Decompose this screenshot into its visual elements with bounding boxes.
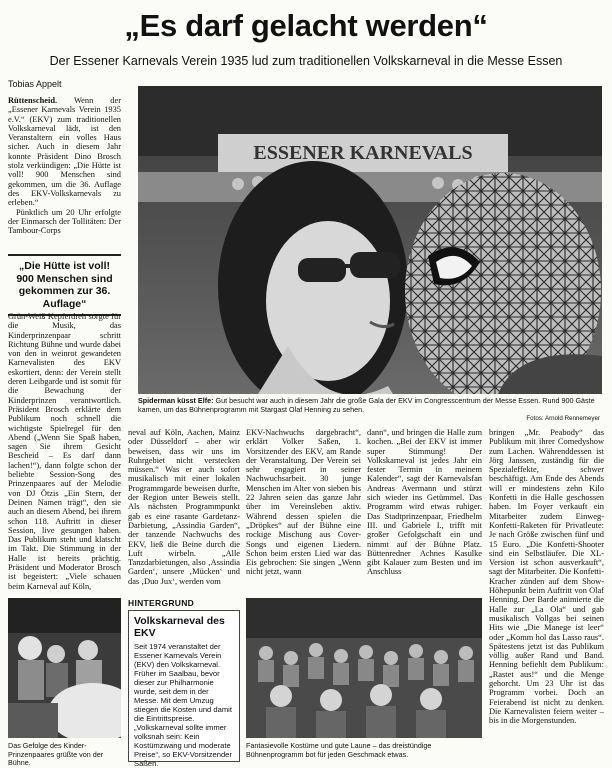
box-text: Seit 1974 veranstaltet der Essener Karnevals Verein (EKV) den Volkskarneval. Früher im Saalbau, bevor dieser zur Philharmonie wurde, seit dem in der Messe. Mit dem Umzug stiegen die Kosten und damit die Eintrittspreise. „Volkskarneval sollte immer volksnah sein: Kein Kostümzwang und moderate Preise“, so EKV-Vorsitzender Saßen. bbox=[134, 642, 232, 768]
column-1-body: Grün-Weiß Kepferdreh sorgte für die Musik, das Kinderprinzenpaar schritt Richtung Bühne und wurde dabei von den in weinrot gewandeten Karnevalisten des EKV eskortiert, denn: der Verein stellt deren Leibgarde und ist somit für die Bewachung der Kinderprinzen verantwortlich. Präsident Brosch erklärte dem Publikum noch schnell die wichtigste Spielregel für den Abend („Wenn Sie Spaß haben, sagen Sie ihrem Gesicht Bescheid – Es darf dann lachen!“), dann folgte schon der beliebte Session-Song des Prinzenpaares auf der Melodie von DJ Ötzis „Ein Stern, der Deinen Namen trägt“, den sie auch an diesem Abend, bei ihrem schon 118. Auftritt in dieser Session, live gesungen haben. Das Publikum steht und klatscht im Takt. Die Stimmung in der Halle ist bereits prächtig. Präsident und Moderator Brosch ist begeistert: „Viele schauen beim Karneval auf Köln, bbox=[8, 312, 121, 591]
box-header: HINTERGRUND bbox=[128, 598, 195, 608]
small-photo-graphic bbox=[8, 598, 121, 738]
column-3: EKV-Nachwuchs dargebracht“, erklärt Volker Saßen, 1. Vorsitzender des EKV, am Rande der Veranstaltung. Der Verein sei sehr engagiert in seiner Nachwuchsarbeit. 30 junge Menschen im Alter von sieben bis 22 Jahren seien das ganze Jahr über im Vereinsleben aktiv. Während dessen spielen die „Dröpkes“ auf der Bühne eine rockige Mischung aus Cover-Songs und eigenen Liedern. Schon beim ersten Lied war das Eis gebrochen: Sie singen „Wenn nicht jetzt, wann bbox=[246, 428, 361, 577]
crowd-photo-caption: Fantasievolle Kostüme und gute Laune – das dreistündige Bühnenprogramm bot für jeden Geschmack etwas. bbox=[246, 741, 432, 759]
photo-credit: Fotos: Arnold Rennemeyer bbox=[526, 415, 600, 422]
main-photo-graphic bbox=[138, 86, 602, 394]
column-4: dann“, und bringen die Halle zum kochen. „Bei der EKV ist immer super Stimmung! Der Volkskarneval ist jedes Jahr ein fester Termin in meinem Kalender“, sagt der Karnevalsfan Andreas Avermann und stürzt sich wieder ins Getümmel. Das Programm wird etwas ruhiger. Das Stadtprinzenpaar, Friedhelm III. und Gabriele I., trifft mit großer Gefolgschaft ein und nimmt auf der Bühne Platz. Büttenredner Achnes Kasulke gibt Kalauer zum Besten und im Anschluss bbox=[367, 428, 482, 577]
column-2: neval auf Köln, Aachen, Mainz oder Düsseldorf – aber wir beweisen, dass wir uns im Ruhrgebiet nicht verstecken müssen.“ Was er auch sofort musikalisch mit einer lokalen Programmgarde beweisen durfte, der Region unter Beweis stellt. Als nächsten Programmpunkt gab es eine rasante Gardetanz-Darbietung, „Assindia Garden“, der tanzende Nachwuchs des EKV, ließ die Beine durch die Luft wirbeln. „Alle Tanzdarbietungen, also ‚Assindia Garden‘, unsere ‚Mücken‘ und das ‚Duo Jux‘, werden vom bbox=[128, 428, 240, 586]
main-photo-spiderman-kiss bbox=[138, 86, 602, 394]
intro-para-2: Pünktlich um 20 Uhr erfolgte der Einmarsch der Tollitäten: Der Tambour-Corps bbox=[8, 207, 121, 236]
crowd-photo bbox=[246, 598, 482, 738]
column-1-intro bbox=[8, 96, 121, 251]
small-photo-caption: Das Gefolge des Kinder-Prinzenpaares grüßte von der Bühne. bbox=[8, 741, 104, 768]
stage-sign-text: ESSENER KARNEVALS bbox=[253, 142, 473, 164]
headline: „Es darf gelacht werden“ bbox=[124, 8, 488, 43]
author-byline: Tobias Appelt bbox=[8, 79, 62, 89]
subheadline: Der Essener Karnevals Verein 1935 lud zum traditionellen Volkskarneval in die Messe Essen bbox=[49, 54, 563, 68]
main-caption-lead: Spiderman küsst Elfe: bbox=[138, 396, 214, 405]
intro-text: Wenn der „Essener Karnevals Verein 1935 e.V.“ (EKV) zum traditionellen Volkskarneval lädt, ist den Veranstaltern ein volles Haus sicher. Auch in diesem Jahr konnte Präsident Dino Brosch stolz verkündigen: „Die Hütte ist voll! 900 Menschen sind gekommen, um die 36. Auflage des EKV-Volkskarnevals zu erleben.“ bbox=[8, 96, 121, 208]
main-caption-text: Gut besucht war auch in diesem Jahr die große Gala der EKV im Congresscentrum der Messe Essen. Rund 900 Gäste kamen, um das Bühnenprogramm mit Stargast Olaf Henning zu sehen. bbox=[138, 396, 595, 414]
pull-quote: „Die Hütte ist voll! 900 Menschen sind gekommen zur 36. Auflage“ bbox=[8, 254, 121, 316]
hintergrund-box bbox=[128, 610, 240, 768]
main-photo-caption bbox=[138, 397, 602, 414]
box-title: Volkskarneval des EKV bbox=[134, 615, 225, 639]
column-5: bringen „Mr. Peabody“ das Publikum mit ihrer Comedyshow zum Lachen. Währenddessen ist Jörg Janssen, zuständig für die Spezialeffekte, schwer beschäftigt. Am Ende des Abends will er mindestens zehn Kilo Konfetti in die Halle geschossen haben. Im Foyer verkauft ein Mitarbeiter zudem Einweg-Konfetti-Raketen für Privatleute: Je nach Größe zwischen fünf und 15 Euro. „Die Konfetti-Shooter sind ein Selbstläufer. Die XL-Version ist schon ausverkauft“, sagt der Mitarbeiter. Die Konfetti-Kracher zünden auf dem Show-Höhepunkt beim Auftritt von Olaf Henning. Der Barde animierte die Halle zur „La Ola“ und gab musikalisch Vollgas bei seinen Hits wie „Die Manege ist leer“ oder „Komm hol das Lasso raus“. Spätestens jetzt ist das Publikum völlig außer Rand und Band. Henning befiehlt dem Publikum: „Rastet aus!“ und die Menge gehorcht. Um 23 Uhr ist das Programm vorbei. Doch an Feierabend ist nicht zu denken. Die Karnevalisten feiern weiter – bis in die Morgenstunden. bbox=[489, 428, 604, 726]
crowd-photo-graphic bbox=[246, 598, 482, 738]
small-photo-kinderprinzen bbox=[8, 598, 121, 738]
dateline: Rüttenscheid. bbox=[8, 96, 58, 105]
